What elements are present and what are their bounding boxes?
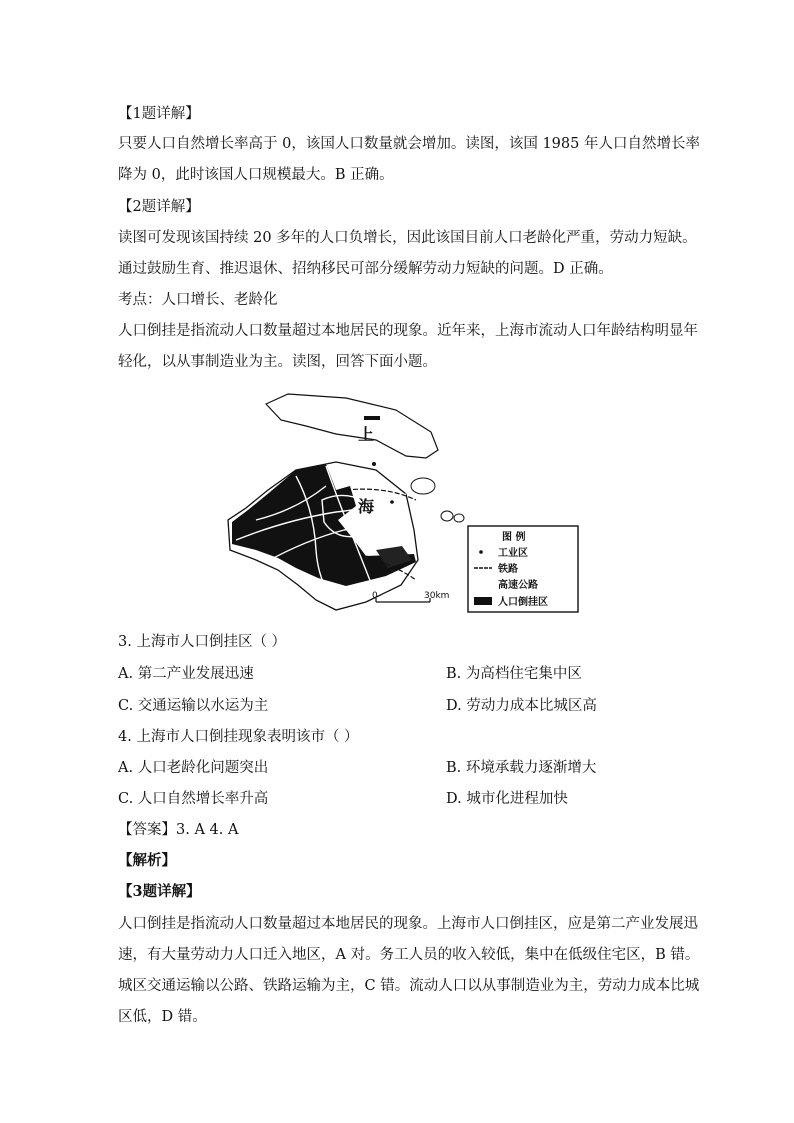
map-label-hai: 海: [358, 497, 375, 516]
analysis-heading: 【解析】: [118, 852, 176, 869]
legend-highway: 高速公路: [498, 580, 538, 591]
text-line: 降为 0，此时该国人口规模最大。B 正确。: [118, 167, 394, 183]
text-line: 通过鼓励生育、推迟退休、招纳移民可部分缓解劳动力短缺的问题。D 正确。: [118, 261, 613, 277]
text-line: 读图可发现该国持续 20 多年的人口负增长，因此该国目前人口老龄化严重，劳动力短缺。: [118, 230, 697, 246]
question-4-option-d: D. 城市化进程加快: [446, 791, 568, 807]
question-3-option-b: B. 为高档住宅集中区: [446, 666, 582, 682]
answer-line: 【答案】3. A 4. A: [118, 822, 239, 838]
legend-title: 图 例: [502, 532, 526, 543]
industrial-zone-dot: [390, 500, 394, 504]
heading-q1-detail: 【1题详解】: [118, 106, 200, 122]
small-island: [411, 478, 435, 494]
q3-text-line: 速，有大量劳动力人口迁入地区，A 对。务工人员的收入较低，集中在低级住宅区，B 错。: [118, 947, 700, 963]
island-mark: [364, 416, 380, 420]
question-3-option-a: A. 第二产业发展迅速: [118, 666, 254, 682]
small-island: [454, 514, 464, 522]
chongming-island: [266, 394, 438, 458]
scale-end: 30km: [424, 591, 450, 601]
heading-q2-detail: 【2题详解】: [118, 199, 200, 215]
text-line: 考点：人口增长、老龄化: [118, 292, 278, 308]
question-3-option-c: C. 交通运输以水运为主: [118, 698, 269, 714]
shanghai-map-figure: [226, 390, 582, 616]
text-line: 人口倒挂是指流动人口数量超过本地居民的现象。近年来，上海市流动人口年龄结构明显年: [118, 323, 698, 339]
scale-start: 0: [372, 591, 378, 601]
question-3-stem: 3. 上海市人口倒挂区（ ）: [118, 634, 287, 650]
question-4-option-a: A. 人口老龄化问题突出: [118, 760, 269, 776]
small-island: [441, 511, 453, 521]
industrial-zone-dot: [372, 462, 376, 466]
legend-inversion-symbol: [474, 597, 492, 605]
question-3-option-d: D. 劳动力成本比城区高: [446, 698, 597, 714]
map-label-shang: 上: [358, 425, 375, 444]
question-4-option-c: C. 人口自然增长率升高: [118, 791, 269, 807]
text-line: 只要人口自然增长率高于 0，该国人口数量就会增加。读图，该国 1985 年人口自然增长率: [118, 136, 700, 152]
legend-industry: 工业区: [498, 548, 528, 559]
q3-text-line: 区低，D 错。: [118, 1009, 207, 1025]
legend-industry-symbol: [479, 550, 483, 554]
question-4-option-b: B. 环境承载力逐渐增大: [446, 760, 597, 776]
q3-detail-heading: 【3题详解】: [118, 883, 201, 900]
legend-railway: 铁路: [498, 564, 518, 575]
q3-text-line: 城区交通运输以公路、铁路运输为主，C 错。流动人口以从事制造业为主，劳动力成本比城: [118, 978, 700, 994]
legend-inversion: 人口倒挂区: [498, 597, 548, 608]
text-line: 轻化，以从事制造业为主。读图，回答下面小题。: [118, 354, 437, 370]
q3-text-line: 人口倒挂是指流动人口数量超过本地居民的现象。上海市人口倒挂区，应是第二产业发展迅: [118, 916, 698, 932]
question-4-stem: 4. 上海市人口倒挂现象表明该市（ ）: [118, 729, 359, 745]
